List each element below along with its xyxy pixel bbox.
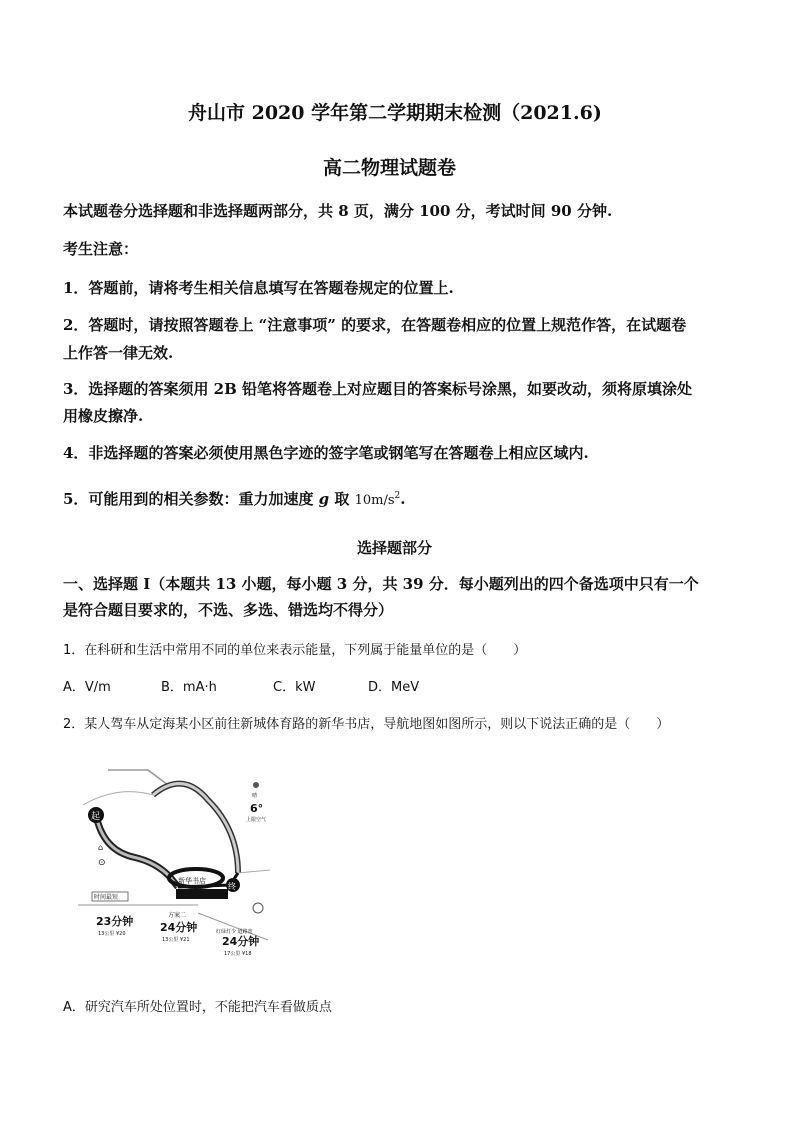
- q2-option-a: A．研究汽车所处位置时，不能把汽车看做质点: [63, 1000, 332, 1015]
- weather-label: 晴: [252, 793, 258, 799]
- route-2-label[interactable]: 方案二: [168, 912, 187, 919]
- notice-1: 1．答题前，请将考生相关信息填写在答题卷规定的位置上.: [63, 279, 454, 297]
- weather-sub-label: 上限空气: [246, 817, 267, 823]
- intro-text: 本试题卷分选择题和非选择题两部分，共 8 页，满分 100 分，考试时间 90 分钟.: [63, 202, 613, 220]
- notice-5-text: 5．可能用到的相关参数：重力加速度: [63, 490, 319, 508]
- place-tag: [176, 889, 228, 899]
- route-1-label[interactable]: 时间最短: [94, 894, 119, 901]
- q1-stem: 1．在科研和生活中常用不同的单位来表示能量，下列属于能量单位的是（ ）: [63, 643, 527, 658]
- notice-5-unit: 10m/s: [354, 493, 395, 508]
- temperature-value: 6°: [250, 802, 264, 815]
- notice-2-line2: 上作答一律无效.: [63, 344, 174, 362]
- notice-5-exponent: 2: [394, 491, 401, 501]
- part-one-line1: 一、选择题 I（本题共 13 小题，每小题 3 分，共 39 分．每小题列出的四个备选项中只有一个: [63, 575, 699, 593]
- route-2-time[interactable]: 24分钟: [160, 921, 198, 934]
- notice-5-symbol-g: g: [318, 490, 330, 508]
- q1-option-a: A．V/m: [63, 680, 111, 695]
- route-1-time[interactable]: 23分钟: [96, 915, 134, 928]
- start-marker-label: 起: [91, 812, 101, 822]
- place-label: 新华书店: [178, 877, 206, 885]
- part-one-line2: 是符合题目要求的，不选、多选、错选均不得分）: [63, 601, 394, 619]
- notice-4: 4．非选择题的答案必须使用黑色字迹的签字笔或钢笔写在答题卷上相应区域内.: [63, 444, 589, 462]
- map-pin-icon: ⌂: [98, 843, 104, 852]
- navigation-map: [78, 765, 278, 970]
- notice-5-period: .: [400, 490, 406, 508]
- exam-subtitle: 高二物理试题卷: [323, 157, 457, 179]
- q1-option-c: C．kW: [273, 680, 316, 695]
- notice-heading: 考生注意：: [63, 240, 139, 258]
- q1-option-b: B．mA·h: [161, 680, 217, 695]
- notice-3-line1: 3．选择题的答案须用 2B 铅笔将答题卷上对应题目的答案标号涂黑，如要改动，须将原填涂处: [63, 380, 693, 398]
- notice-5-mid: 取: [329, 490, 355, 508]
- locate-icon: ⊙: [98, 858, 106, 868]
- route-3-time[interactable]: 24分钟: [222, 935, 260, 948]
- exam-title: 舟山市 2020 学年第二学期期末检测（2021.6): [188, 102, 602, 124]
- q2-stem: 2．某人驾车从定海某小区前往新城体育路的新华书店，导航地图如图所示，则以下说法正确的是（ ）: [63, 717, 670, 732]
- weather-icon: [253, 782, 259, 788]
- route-1-detail: 13公里 ¥20: [98, 931, 126, 937]
- q1-option-d: D．MeV: [368, 680, 420, 695]
- notice-2-line1: 2．答题时，请按照答题卷上 “注意事项” 的要求，在答题卷相应的位置上规范作答，在试题卷: [63, 316, 687, 334]
- route-3-detail: 17公里 ¥18: [224, 951, 252, 957]
- route-2-detail: 13公里 ¥21: [162, 937, 190, 943]
- notice-3-line2: 用橡皮擦净.: [63, 407, 144, 425]
- end-marker-label: 终: [228, 882, 236, 891]
- route-3-label[interactable]: 红绿灯少 道路宽: [216, 929, 253, 935]
- notice-5: [63, 488, 406, 509]
- section-title: 选择题部分: [357, 539, 433, 557]
